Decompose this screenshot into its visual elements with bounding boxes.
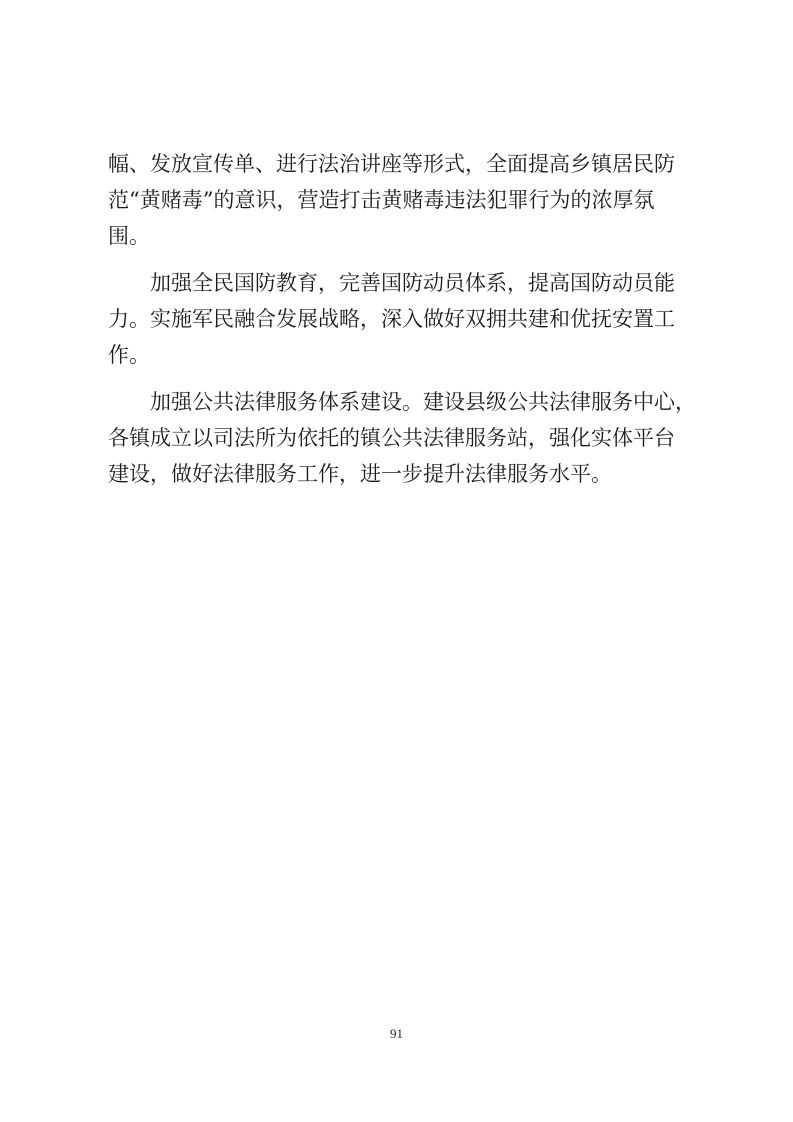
paragraph-legal-services (108, 384, 696, 492)
paragraph-line: 范“黄赌毒”的意识，营造打击黄赌毒违法犯罪行为的浓厚氛 (108, 188, 655, 212)
paragraph-line: 幅、发放宣传单、进行法治讲座等形式，全面提高乡镇居民防 (108, 152, 675, 176)
paragraph-national-defense (108, 265, 688, 373)
paragraph-line: 建设，做好法律服务工作，进一步提升法律服务水平。 (108, 462, 612, 486)
paragraph-line: 作。 (108, 343, 150, 367)
paragraph-line: 力。实施军民融合发展战略，深入做好双拥共建和优抚安置工 (108, 307, 675, 331)
paragraph-line: 加强公共法律服务体系建设。建设县级公共法律服务中心， (150, 390, 696, 414)
paragraph-anti-vice-awareness (108, 146, 688, 254)
paragraph-line: 加强全民国防教育，完善国防动员体系，提高国防动员能 (150, 271, 675, 295)
page-number: 91 (390, 1026, 403, 1041)
paragraph-line: 围。 (108, 224, 150, 248)
paragraph-line: 各镇成立以司法所为依托的镇公共法律服务站，强化实体平台 (108, 426, 675, 450)
body-text (108, 146, 696, 503)
